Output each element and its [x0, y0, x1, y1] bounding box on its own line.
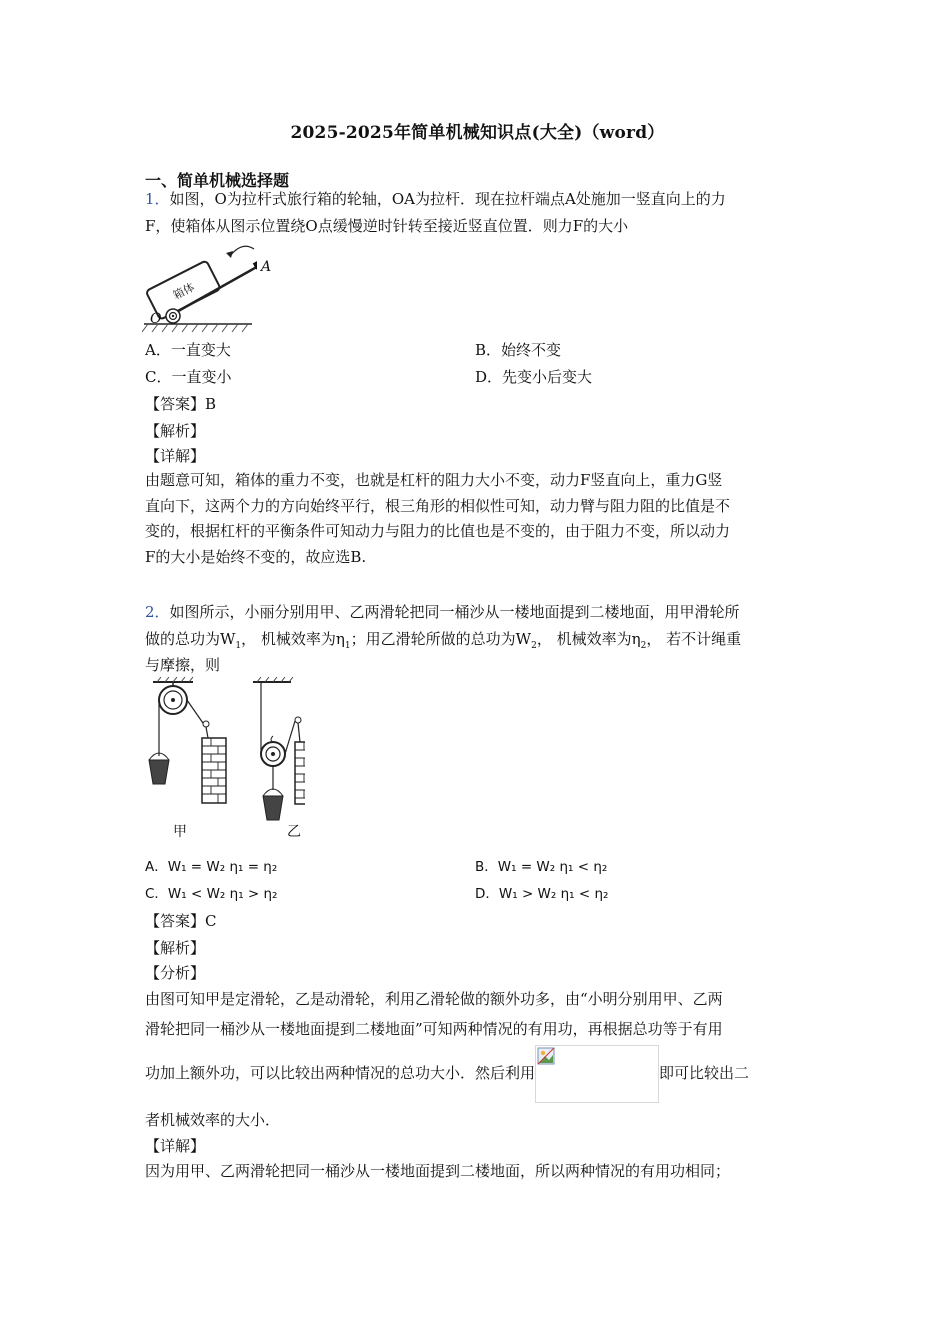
q1-option-d: D．先变小后变大	[475, 368, 593, 386]
q1-explain-line: F的大小是始终不变的，故应选B.	[145, 547, 367, 566]
q2-stem-part: ， 若不计绳重	[646, 630, 742, 648]
q2-stem-line1	[145, 602, 740, 622]
q1-stem-line2: F，使箱体从图示位置绕O点缓慢逆时针转至接近竖直位置．则力F的大小	[145, 217, 629, 235]
q2-stem-line3: 与摩擦，则	[145, 656, 221, 674]
q2-option-d: D．W₁ > W₂ η₁ < η₂	[475, 886, 609, 902]
q2-stem-text1: 如图所示，小丽分别用甲、乙两滑轮把同一桶沙从一楼地面提到二楼地面，用甲滑轮所	[169, 603, 740, 621]
q2-stem-part: ；用乙滑轮所做的总功为W	[350, 630, 532, 648]
q1-analysis-tag: 【解析】	[145, 422, 206, 440]
q2-sub: 1	[235, 641, 242, 651]
q1-answer: 【答案】B	[145, 395, 217, 413]
q2-stem-part: ， 机械效率为η	[241, 630, 345, 648]
q1-box-label: 箱体	[171, 280, 197, 303]
q2-option-c: C．W₁ < W₂ η₁ > η₂	[145, 886, 278, 902]
q2-fenxi-text: 即可比较出二	[659, 1064, 750, 1082]
q1-stem-text1: 如图，O为拉杆式旅行箱的轮轴，OA为拉杆．现在拉杆端点A处施加一竖直向上的力	[169, 190, 726, 208]
q1-point-a: A	[261, 259, 272, 275]
q2-stem-part: ， 机械效率为η	[536, 630, 641, 648]
q2-figure-pulleys	[145, 676, 305, 846]
q2-fenxi-line4: 者机械效率的大小．	[145, 1111, 281, 1129]
q1-option-c: C．一直变小	[145, 368, 232, 386]
q1-point-o: O	[150, 311, 162, 327]
q2-option-b: B．W₁ = W₂ η₁ < η₂	[475, 859, 608, 875]
q2-number: 2．	[145, 603, 170, 621]
q2-option-a: A．W₁ = W₂ η₁ = η₂	[145, 859, 278, 875]
q1-option-a: A．一直变大	[145, 341, 231, 359]
q2-fenxi-line2: 滑轮把同一桶沙从一楼地面提到二楼地面”可知两种情况的有用功，再根据总功等于有用	[145, 1020, 723, 1038]
q1-explain-line: 由题意可知，箱体的重力不变，也就是杠杆的阻力大小不变，动力F竖直向上，重力G竖	[145, 471, 723, 489]
q2-analysis-tag: 【解析】	[145, 939, 206, 957]
q2-label-yi: 乙	[287, 824, 301, 840]
q2-label-jia: 甲	[173, 824, 187, 840]
q2-stem-part: 做的总功为W	[145, 630, 236, 648]
q1-explain-line: 直向下，这两个力的方向始终平行，根三角形的相似性可知，动力臂与阻力阻的比值是不	[145, 496, 731, 515]
document-title: 2025-2025年简单机械知识点(大全)（word）	[290, 123, 665, 143]
q2-fenxi-text: 功加上额外功，可以比较出两种情况的总功大小．然后利用	[145, 1064, 536, 1082]
section-heading: 一、简单机械选择题	[145, 171, 290, 190]
q1-detail-tag: 【详解】	[145, 447, 206, 465]
q1-explanation	[145, 468, 810, 570]
broken-image-icon	[537, 1047, 555, 1065]
q1-number: 1．	[145, 190, 170, 208]
q1-figure-suitcase	[142, 236, 257, 334]
q2-detail-line1: 因为用甲、乙两滑轮把同一桶沙从一楼地面提到二楼地面，所以两种情况的有用功相同；	[145, 1162, 731, 1180]
q2-sub: 2	[531, 641, 537, 651]
q2-fenxi-tag: 【分析】	[145, 964, 206, 982]
q2-stem-line2	[145, 629, 741, 656]
q1-option-b: B．始终不变	[475, 341, 562, 359]
q2-answer: 【答案】C	[145, 912, 217, 930]
q1-stem-line1	[145, 189, 726, 209]
q2-fenxi-line3	[145, 1043, 749, 1103]
q1-explain-line: 变的，根据杠杆的平衡条件可知动力与阻力的比值也是不变的，由于阻力不变，所以动力	[145, 522, 731, 540]
q2-detail-tag: 【详解】	[145, 1137, 206, 1155]
q2-sub: 2	[640, 641, 647, 651]
formula-image-placeholder	[535, 1045, 659, 1103]
q2-sub: 1	[344, 641, 351, 651]
q2-fenxi-line1: 由图可知甲是定滑轮，乙是动滑轮，利用乙滑轮做的额外功多，由“小明分别用甲、乙两	[145, 990, 723, 1008]
